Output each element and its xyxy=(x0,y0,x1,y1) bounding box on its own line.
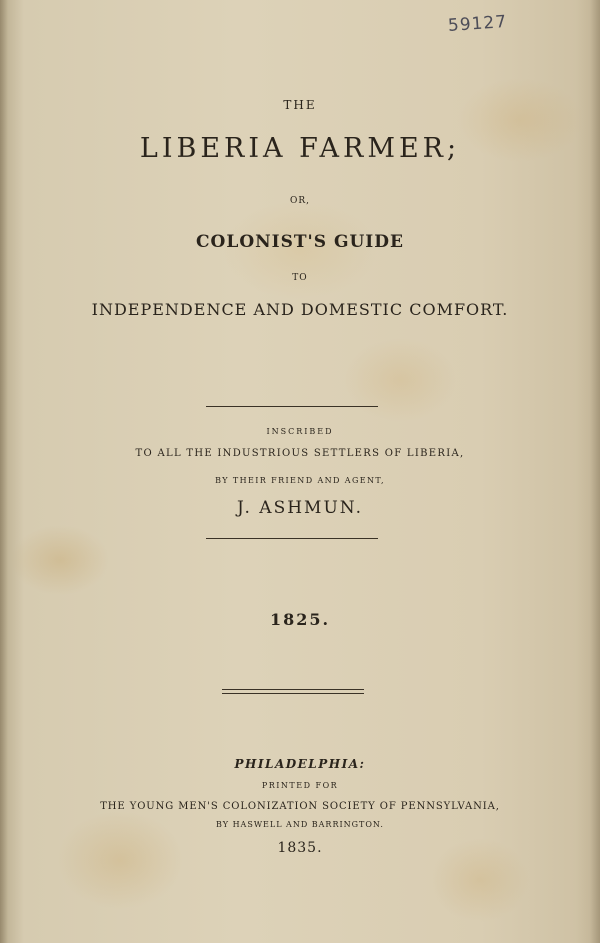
imprint-printers: BY HASWELL AND BARRINGTON. xyxy=(216,820,384,829)
double-rule-bottom xyxy=(222,693,364,694)
inscribed-label: INSCRIBED xyxy=(266,427,334,436)
subtitle-preposition: TO xyxy=(292,273,308,283)
printed-for-label: PRINTED FOR xyxy=(261,781,339,790)
title-article: THE xyxy=(283,98,317,112)
author-name: J. ASHMUN. xyxy=(237,498,363,518)
handwritten-catalog-number: 59127 xyxy=(447,11,508,37)
dedication-line: TO ALL THE INDUSTRIOUS SETTLERS OF LIBERIA, xyxy=(135,448,465,459)
divider-rule xyxy=(206,538,378,539)
composition-year: 1825. xyxy=(269,610,331,629)
imprint-publisher: THE YOUNG MEN'S COLONIZATION SOCIETY OF PENNSYLVANIA, xyxy=(100,801,500,812)
subtitle-second-line: INDEPENDENCE AND DOMESTIC COMFORT. xyxy=(91,300,509,319)
imprint-city: PHILADELPHIA: xyxy=(234,757,366,771)
double-rule-top xyxy=(222,689,364,690)
author-byline: BY THEIR FRIEND AND AGENT, xyxy=(215,476,385,485)
divider-rule xyxy=(206,406,378,407)
subtitle: COLONIST'S GUIDE xyxy=(196,232,404,252)
imprint-year: 1835. xyxy=(277,840,323,856)
title-conjunction: OR, xyxy=(289,196,310,206)
main-title: LIBERIA FARMER; xyxy=(139,133,461,164)
